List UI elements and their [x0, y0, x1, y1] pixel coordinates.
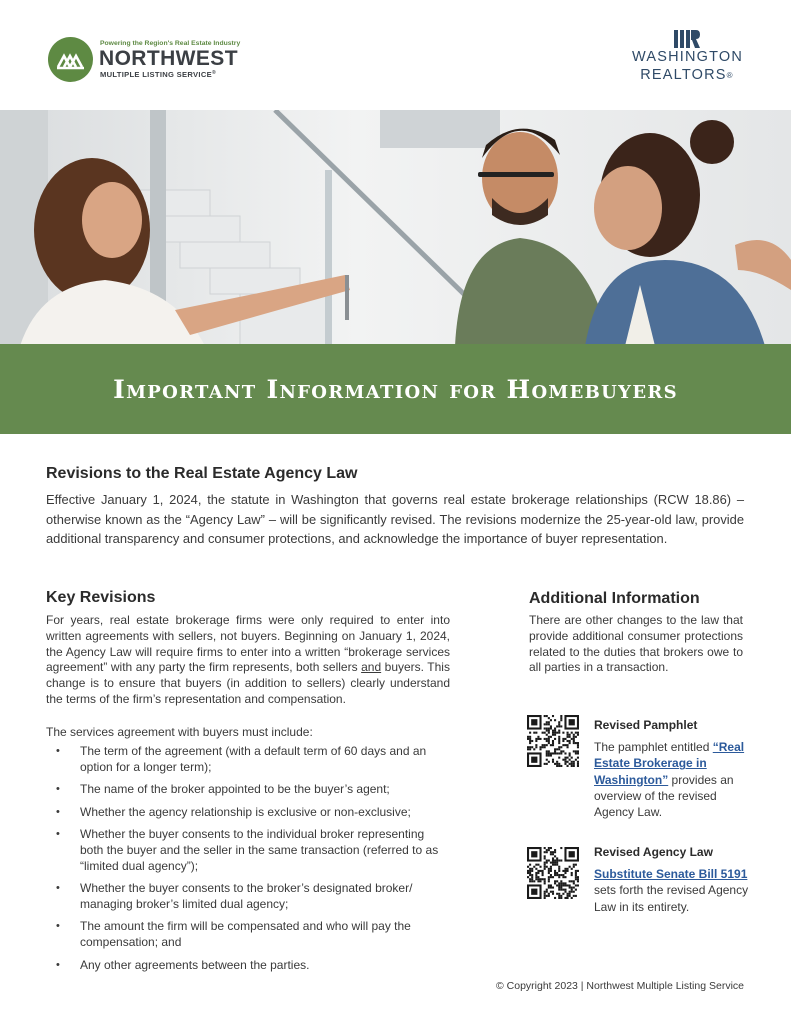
list-item-text: Whether the agency relationship is exclusive or non-exclusive;	[80, 804, 411, 819]
bullet-icon: •	[56, 958, 60, 971]
nwmls-subtitle	[100, 70, 216, 79]
washington-realtors-logo	[632, 30, 742, 92]
pamphlet-link[interactable]: “Real Estate Brokerage in Washington”	[594, 740, 745, 787]
list-item	[46, 919, 450, 950]
additional-info-paragraph: There are other changes to the law that provide additional consumer protections related to the duties that brokers owe to all parties in a transaction.	[529, 613, 743, 675]
bullet-icon: •	[56, 828, 60, 841]
realtors-name-line1: WASHINGTON	[632, 49, 744, 65]
list-item-text: Whether the buyer consents to the broker’s designated broker/ managing broker’s limited dual agency;	[80, 881, 413, 911]
title-banner	[0, 344, 791, 434]
revised-agency-law-post: sets forth the revised Agency Law in its entirety.	[594, 883, 749, 914]
intro-paragraph: Effective January 1, 2024, the statute in Washington that governs real estate brokerage relationships (RCW 18.86) – otherwise known as the “Agency Law” – will be significantly revised. The revisions modernize the 25-year-old law, provide additional transparency and consumer protections, and acknowledge the importance of buyer representation.	[46, 492, 744, 546]
additional-info-heading: Additional Information	[529, 590, 700, 607]
revised-pamphlet-post: provides an overview of the revised Agency Law.	[594, 772, 734, 820]
list-item	[46, 881, 450, 912]
revised-agency-law-heading: Revised Agency Law	[594, 845, 713, 859]
key-revisions-text-part1: For years, real estate brokerage firms were only required to enter into written agreements with sellers, not buyers. Beginning on January 1, 2024, the Agency Law will require firms to enter into a written “brokerage services agreement” with any party the firm represents, both sellers	[46, 613, 450, 675]
nwmls-subtitle-text: MULTIPLE LISTING SERVICE	[100, 70, 212, 79]
bullet-icon: •	[56, 805, 60, 818]
nwmls-name: NORTHWEST	[99, 47, 238, 70]
bullet-icon: •	[56, 745, 60, 757]
list-item	[46, 744, 450, 775]
intro-heading: Revisions to the Real Estate Agency Law	[46, 465, 358, 482]
nwmls-tagline: Powering the Region's Real Estate Industry	[100, 40, 241, 47]
revised-pamphlet-text	[594, 739, 752, 820]
bullet-icon: •	[56, 882, 60, 895]
list-item-text: The term of the agreement (with a default term of 60 days and an option for a longer term);	[80, 744, 427, 774]
realtors-registered-mark: ®	[726, 71, 734, 80]
list-item-text: Whether the buyer consents to the individual broker representing both the buyer and the seller in the same transaction (referred to as “limited dual agency”);	[80, 827, 439, 873]
realtors-name-line2-wrap	[632, 67, 742, 84]
copyright-footer: © Copyright 2023 | Northwest Multiple Listing Service	[496, 980, 744, 992]
bullet-icon: •	[56, 920, 60, 933]
list-item	[46, 782, 450, 798]
nwmls-logo	[48, 37, 248, 83]
bullet-icon: •	[56, 783, 60, 796]
list-item-text: The amount the firm will be compensated and who will pay the compensation; and	[80, 919, 411, 949]
senate-bill-link[interactable]: Substitute Senate Bill 5191	[594, 867, 748, 881]
page-title: Important Information for Homebuyers	[113, 374, 678, 404]
realtors-block-r-icon	[674, 30, 700, 48]
revised-pamphlet-pre: The pamphlet entitled	[594, 740, 713, 754]
list-item	[46, 805, 450, 821]
pamphlet-qr-code[interactable]	[527, 715, 579, 767]
revised-pamphlet-heading: Revised Pamphlet	[594, 718, 698, 732]
list-item-text: The name of the broker appointed to be the buyer’s agent;	[80, 782, 390, 797]
nwmls-registered-mark: ®	[211, 70, 216, 76]
revised-agency-law-text	[594, 866, 752, 915]
hero-photo	[0, 110, 791, 346]
services-list	[46, 744, 450, 980]
realtors-name-line2: REALTORS	[640, 67, 727, 83]
key-revisions-emphasis: and	[361, 660, 382, 675]
nwmls-roof-icon	[48, 37, 93, 82]
list-item-text: Any other agreements between the parties.	[80, 957, 310, 972]
services-lead: The services agreement with buyers must include:	[46, 725, 313, 739]
key-revisions-paragraph	[46, 613, 450, 708]
senate-bill-qr-code[interactable]	[527, 847, 579, 899]
key-revisions-heading: Key Revisions	[46, 589, 156, 606]
list-item	[46, 958, 450, 974]
list-item	[46, 827, 450, 874]
key-revisions-text-part2: buyers. This change is to ensure that buyers (in addition to sellers) clearly understand the terms of the firm’s representation and compensation.	[46, 660, 450, 706]
